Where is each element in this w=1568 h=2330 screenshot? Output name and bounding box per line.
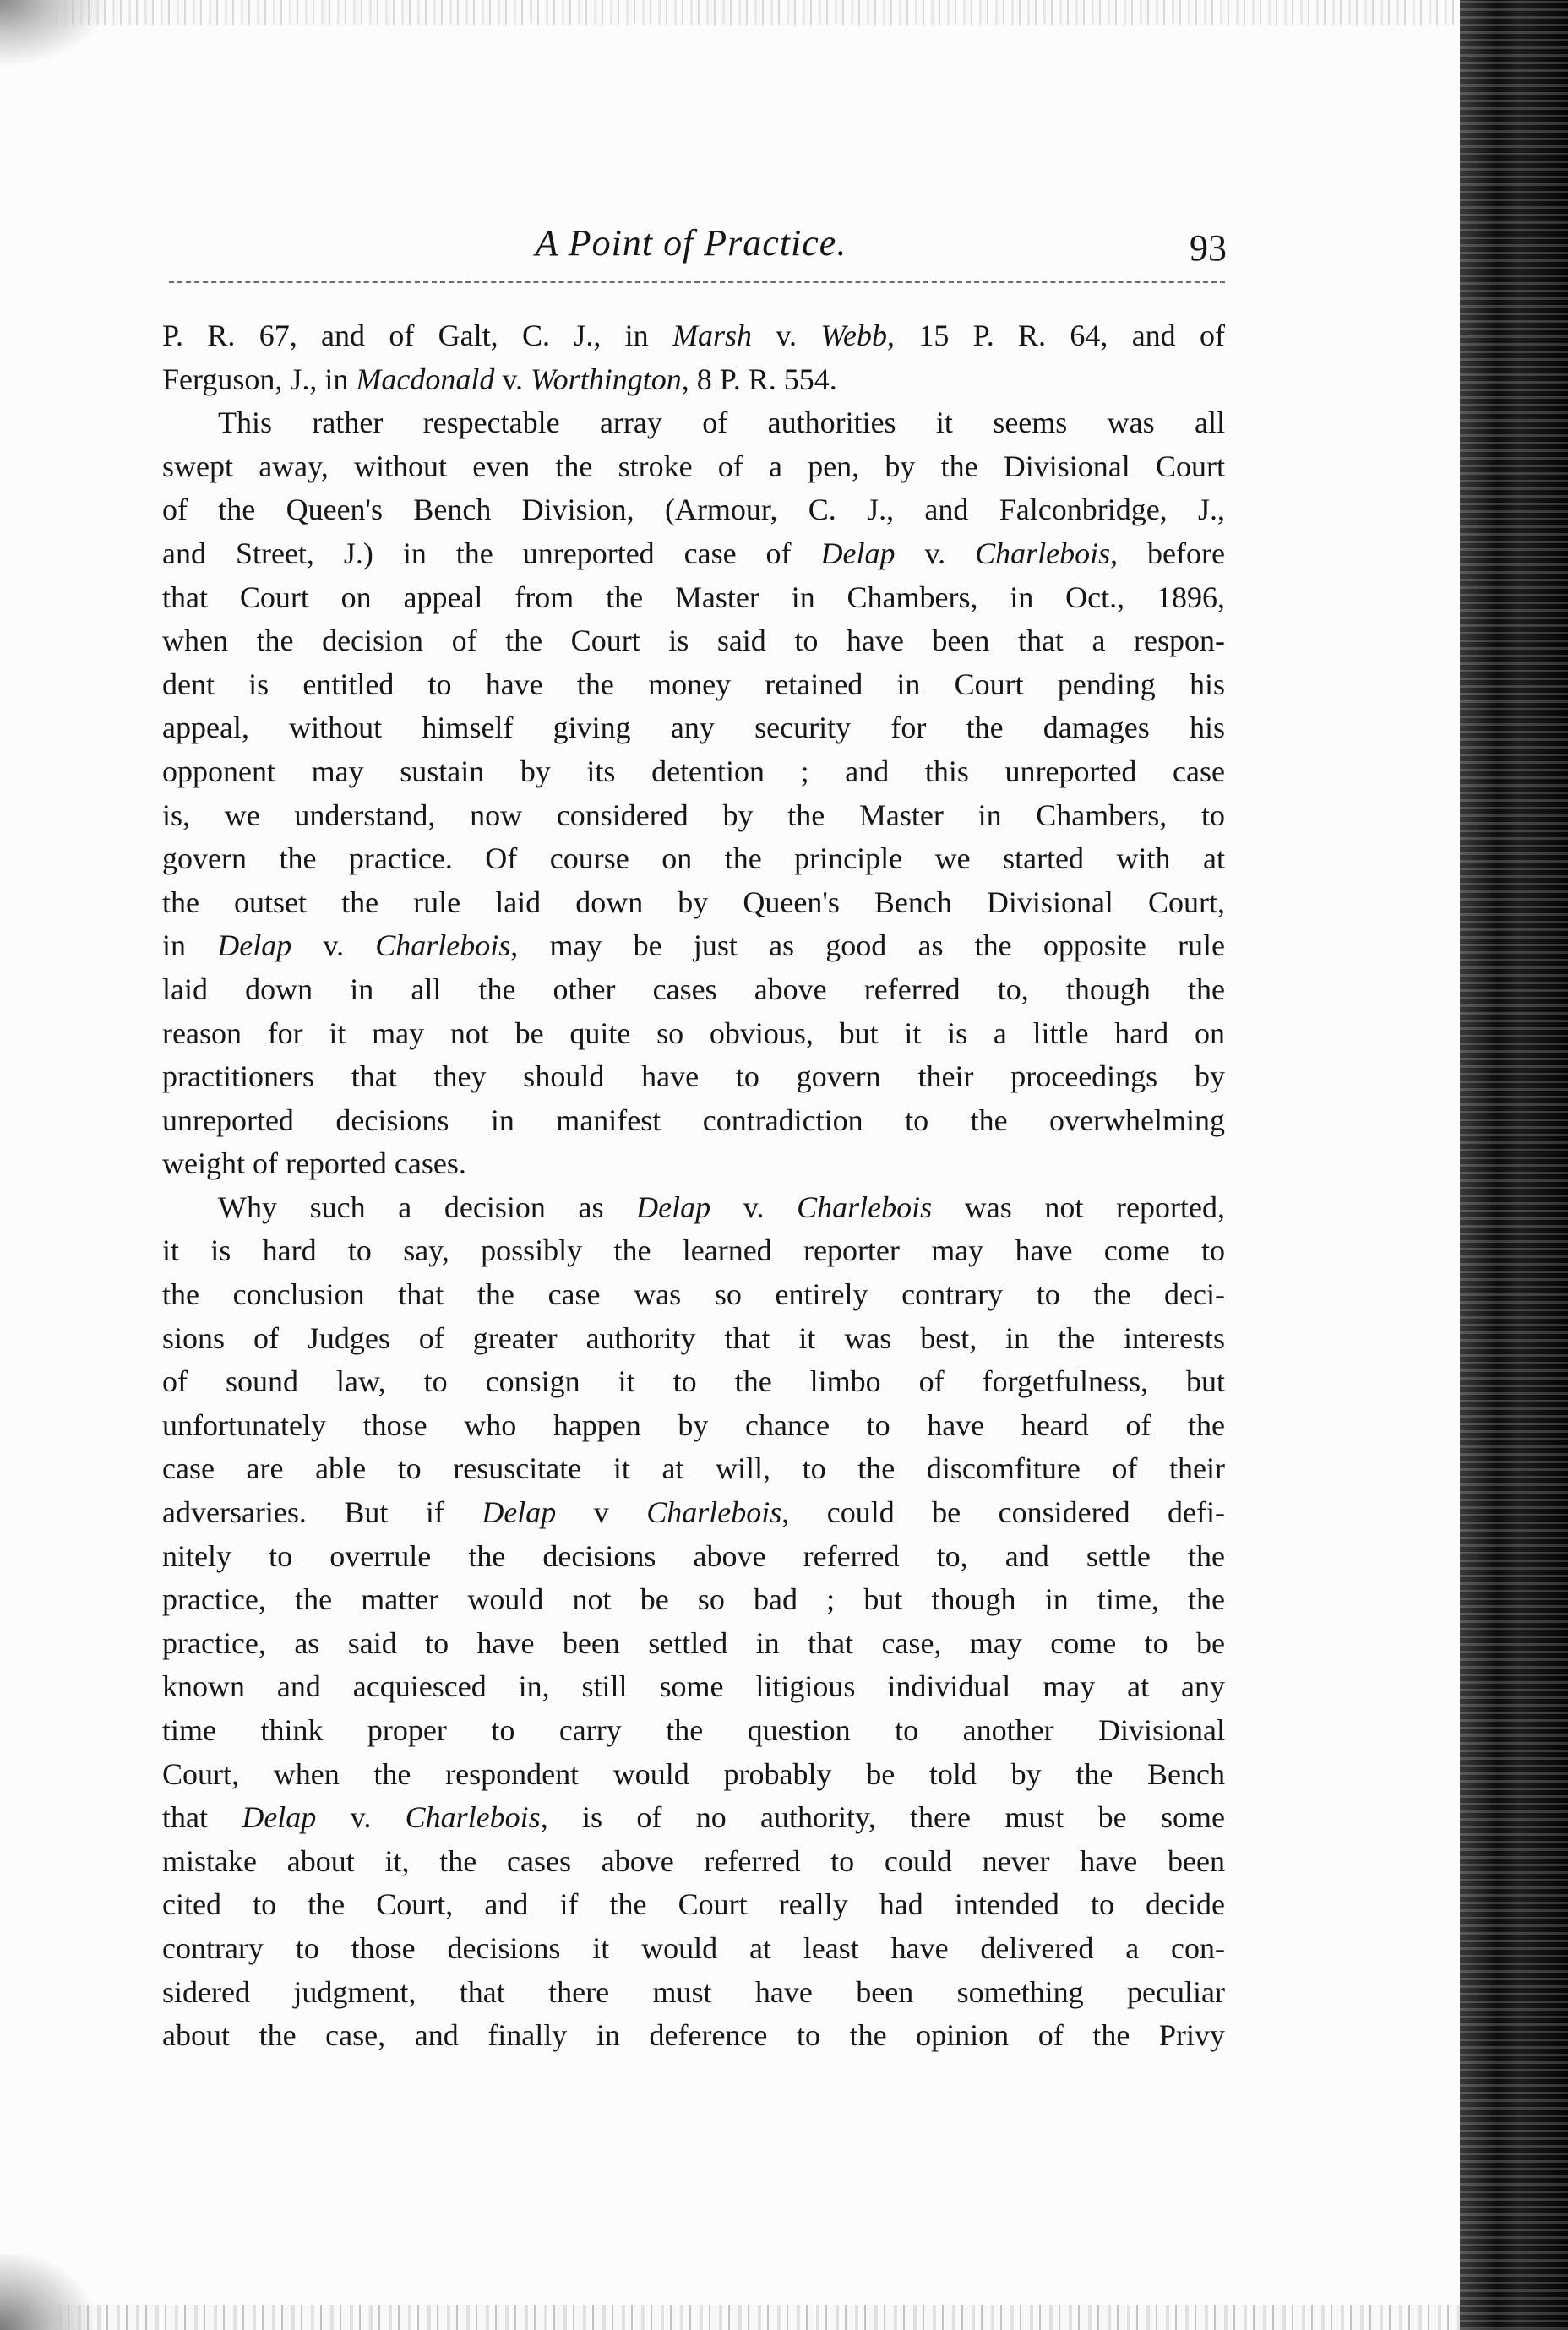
text-line: contrary to those decisions it would at least have delivered a con-: [162, 1930, 1225, 1965]
header-rule: [169, 281, 1225, 283]
text-line: unreported decisions in manifest contradiction to the overwhelming: [162, 1102, 1225, 1137]
text-line: is, we understand, now considered by the Master in Chambers, to: [162, 798, 1225, 832]
text-line: in Delap v. Charlebois, may be just as good as the opposite rule: [162, 928, 1226, 963]
text-line: Why such a decision as Delap v. Charlebois was not reported,: [218, 1189, 1225, 1224]
text-line: when the decision of the Court is said to have been that a respon-: [162, 623, 1225, 658]
text-line: sions of Judges of greater authority that it was best, in the interests: [162, 1320, 1225, 1355]
scan-stain-top-left: [0, 0, 110, 68]
body-text: [162, 314, 1225, 2058]
text-line: adversaries. But if Delap v Charlebois, could be considered defi-: [162, 1495, 1225, 1530]
text-line: reason for it may not be quite so obvious, but it is a little hard on: [162, 1015, 1225, 1050]
running-title: A Point of Practice.: [535, 222, 847, 264]
text-line: govern the practice. Of course on the principle we started with at: [162, 841, 1225, 876]
text-line: practice, the matter would not be so bad ; but though in time, the: [162, 1582, 1225, 1617]
text-line: nitely to overrule the decisions above referred to, and settle the: [162, 1538, 1225, 1573]
text-line: that Court on appeal from the Master in Chambers, in Oct., 1896,: [162, 580, 1225, 614]
text-line: unfortunately those who happen by chance to have heard of the: [162, 1407, 1225, 1442]
text-line: practice, as said to have been settled in that case, may come to be: [162, 1625, 1225, 1660]
text-line: P. R. 67, and of Galt, C. J., in Marsh v. Webb, 15 P. R. 64, and of: [162, 318, 1225, 352]
text-line: Court, when the respondent would probably be told by the Bench: [162, 1756, 1225, 1791]
page-header: [162, 216, 1227, 275]
text-line: mistake about it, the cases above referred to could never have been: [162, 1843, 1225, 1878]
text-line: about the case, and finally in deference to the opinion of the Privy: [162, 2018, 1225, 2053]
text-line: swept away, without even the stroke of a pen, by the Divisional Court: [162, 449, 1225, 483]
text-line: and Street, J.) in the unreported case of Delap v. Charlebois, before: [162, 536, 1225, 570]
text-line: weight of reported cases.: [162, 1146, 466, 1181]
text-line: cited to the Court, and if the Court really had intended to decide: [162, 1887, 1225, 1922]
text-line: the conclusion that the case was so entirely contrary to the deci-: [162, 1277, 1225, 1312]
text-line: appeal, without himself giving any security for the damages his: [162, 710, 1225, 745]
text-line: practitioners that they should have to govern their proceedings by: [162, 1059, 1225, 1094]
text-line: that Delap v. Charlebois, is of no authority, there must be some: [162, 1800, 1225, 1835]
scan-noise-top: [0, 0, 1470, 25]
text-line: laid down in all the other cases above referred to, though the: [162, 972, 1225, 1006]
text-line: of sound law, to consign it to the limbo of forgetfulness, but: [162, 1364, 1225, 1399]
text-line: Ferguson, J., in Macdonald v. Worthington, 8 P. R. 554.: [162, 362, 837, 396]
scan-noise-bottom: [0, 2305, 1470, 2330]
text-line: dent is entitled to have the money retained in Court pending his: [162, 667, 1225, 701]
text-line: of the Queen's Bench Division, (Armour, C. J., and Falconbridge, J.,: [162, 493, 1225, 527]
text-line: sidered judgment, that there must have been something peculiar: [162, 1974, 1225, 2009]
text-line: the outset the rule laid down by Queen's Bench Divisional Court,: [162, 885, 1225, 919]
text-line: case are able to resuscitate it at will, to the discomfiture of their: [162, 1451, 1225, 1486]
scan-stain-bottom-left: [0, 2254, 93, 2330]
text-line: it is hard to say, possibly the learned reporter may have come to: [162, 1233, 1225, 1268]
page-number: 93: [1190, 227, 1227, 269]
book-binding-edge: [1460, 0, 1568, 2330]
text-line: This rather respectable array of authorities it seems was all: [218, 406, 1225, 440]
text-line: time think proper to carry the question to another Divisional: [162, 1713, 1225, 1747]
text-line: known and acquiesced in, still some litigious individual may at any: [162, 1669, 1225, 1704]
text-line: opponent may sustain by its detention ; and this unreported case: [162, 754, 1225, 788]
